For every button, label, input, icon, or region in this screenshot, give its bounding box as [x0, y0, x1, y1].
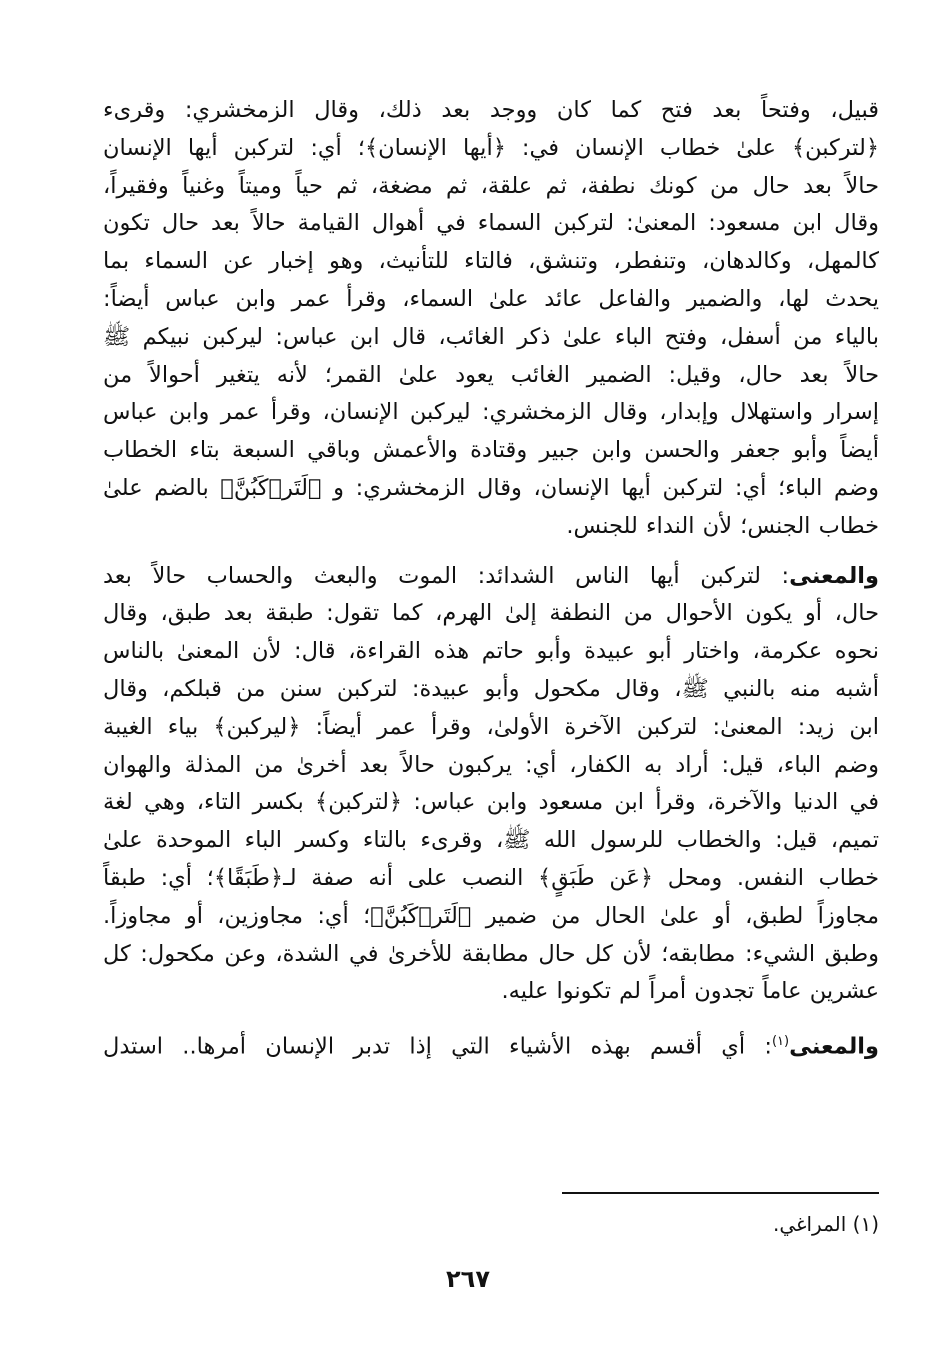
text-segment: : لتركبن أيها الناس الشدائد: الموت والبعث والحساب حالاً بعد [103, 562, 790, 589]
text-line: يحدث لها، والضمير والفاعل عائد علىٰ السماء، وقرأ عمر وابن عباس أيضاً: [103, 285, 879, 312]
text-line: وطبق الشيء: مطابقه؛ لأن كل حال مطابقة للأخرىٰ في الشدة، وعن مكحول: كل [103, 940, 879, 967]
text-line: في الدنيا والآخرة، وقرأ ابن مسعود وابن عباس: ﴿لتركبن﴾ بكسر التاء، وهي لغة [103, 789, 879, 816]
text-line: وقال ابن مسعود: المعنىٰ: لتركبن السماء في أهوال القيامة حالاً بعد حال تكون [103, 210, 879, 237]
text-line: إسرار واستهلال وإبدار، وقال الزمخشري: ليركبن الإنسان، وقرأ عمر وابن عباس [103, 399, 879, 426]
paragraph-lead: والمعنى [789, 562, 879, 589]
text-line: ابن زيد: المعنىٰ: لتركبن الآخرة الأولىٰ، وقرأ عمر أيضاً: ﴿ليركبن﴾ بياء الغيبة [103, 713, 879, 740]
text-line [103, 1023, 879, 1066]
footnote-reference[interactable]: (١) [771, 1034, 790, 1050]
text-line: نحوه عكرمة، واختار أبو عبيدة وأبو حاتم هذه القراءة، قال: لأن المعنىٰ بالناس [103, 638, 879, 665]
text-line: عشرين عاماً تجدون أمراً لم تكونوا عليه. [501, 978, 879, 1005]
text-line: حال، أو يكون الأحوال من النطفة إلىٰ الهرم، كما تقول: طبقة بعد طبق، وقال [103, 600, 879, 627]
paragraph-3 [103, 1023, 879, 1066]
text-line: ﴿لتركبن﴾ علىٰ خطاب الإنسان في: ﴿أيها الإنسان﴾؛ أي: لتركبن أيها الإنسان [103, 134, 879, 161]
text-line: مجاوزاً لطبق، أو علىٰ الحال من ضمير ﴿لَتَرۡكَبُنَّ﴾؛ أي: مجاوزين، أو مجاوزاً. [103, 902, 879, 929]
text-line: خطاب النفس. ومحل ﴿عَن طَبَقٍ﴾ النصب على أنه صفة لـ﴿طَبَقًا﴾؛ أي: طبقاً [103, 864, 879, 891]
text-line: أيضاً وأبو جعفر والحسن وابن جبير وقتادة والأعمش وباقي السبعة بتاء الخطاب [103, 437, 879, 464]
text-line: حالاً بعد حال من كونك نطفة، ثم علقة، ثم مضغة، ثم حياً وميتاً وغنياً وفقيراً، [103, 172, 879, 199]
text-line: تميم، قيل: والخطاب للرسول الله ﷺ، وقرىء بالتاء وكسر الباء الموحدة علىٰ [103, 827, 879, 854]
text-line: قبيل، وفتحاً بعد فتح كما كان ووجد بعد ذلك، وقال الزمخشري: وقرىء [103, 97, 879, 123]
page-number: ٢٦٧ [446, 1265, 490, 1293]
text-line [103, 558, 879, 596]
text-line: وضم الباء، قيل: أراد به الكفار، أي: يركبون حالاً بعد أخرىٰ من المذلة والهوان [103, 751, 879, 778]
paragraph-1 [103, 92, 879, 546]
paragraph-lead: والمعنى [789, 1033, 879, 1060]
text-line: بالياء من أسفل، وفتح الباء علىٰ ذكر الغائب، قال ابن عباس: ليركبن نبيكم ﷺ [103, 323, 879, 350]
paragraph-2 [103, 558, 879, 1012]
text-line: حالاً بعد حال، وقيل: الضمير الغائب يعود علىٰ القمر؛ لأنه يتغير أحوالاً من [103, 361, 879, 388]
text-line: كالمهل، وكالدهان، وتنفطر، وتنشق، فالتاء للتأنيث، وهو إخبار عن السماء بما [103, 248, 879, 275]
footnote: (١) المراغي. [772, 1212, 879, 1236]
main-text [103, 92, 879, 1066]
text-line: وضم الباء؛ أي: لتركبن أيها الإنسان، وقال الزمخشري: و ﴿لَتَرۡكَبُنَّ﴾ بالضم علىٰ [103, 474, 879, 501]
text-line: خطاب الجنس؛ لأن النداء للجنس. [566, 512, 879, 539]
text-segment: : أي أقسم بهذه الأشياء التي إذا تدبر الإنسان أمرها.. استدل [103, 1033, 772, 1060]
footnote-separator [562, 1192, 879, 1194]
text-line: أشبه منه بالنبي ﷺ، وقال مكحول وأبو عبيدة: لتركبن سنن من قبلكم، وقال [103, 675, 879, 702]
